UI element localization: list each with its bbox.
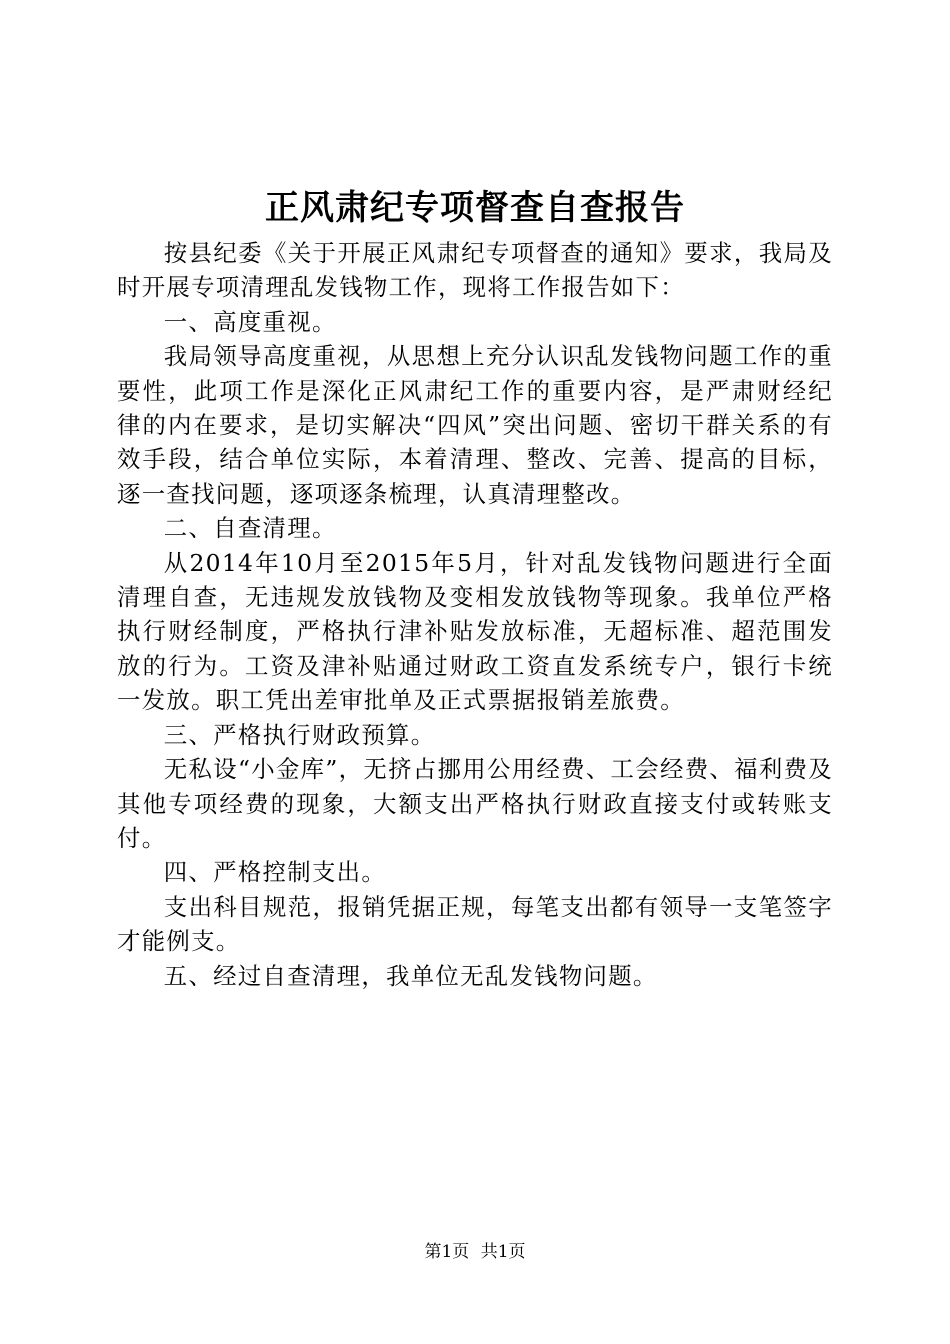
section-paragraph-1: 我局领导高度重视，从思想上充分认识乱发钱物问题工作的重要性，此项工作是深化正风肃纪工作的重要内容，是严肃财经纪律的内在要求，是切实解决“四风”突出问题、密切干群关系的有效手段，结合单位实际，本着清理、整改、完善、提高的目标，逐一查找问题，逐项逐条梳理，认真清理整改。 [117, 342, 833, 508]
page-number: 第1页 [424, 1242, 470, 1262]
section-paragraph-3: 无私设“小金库”，无挤占挪用公用经费、工会经费、福利费及其他专项经费的现象，大额支出严格执行财政直接支付或转账支付。 [117, 755, 833, 852]
page-total: 共1页 [480, 1242, 526, 1262]
document-body [117, 236, 833, 993]
section-paragraph-2: 从2014年10月至2015年5月，针对乱发钱物问题进行全面清理自查，无违规发放钱物及变相发放钱物等现象。我单位严格执行财经制度，严格执行津补贴发放标准，无超标准、超范围发放的行为。工资及津补贴通过财政工资直发系统专户，银行卡统一发放。职工凭出差审批单及正式票据报销差旅费。 [117, 548, 833, 715]
section-heading-3: 三、严格执行财政预算。 [163, 720, 436, 749]
document-title: 正风肃纪专项督查自查报告 [265, 188, 685, 228]
section-paragraph-4: 支出科目规范，报销凭据正规，每笔支出都有领导一支笔签字才能例支。 [117, 892, 833, 956]
page-footer [0, 1240, 950, 1264]
section-heading-2: 二、自查清理。 [163, 514, 337, 543]
section-heading-1: 一、高度重视。 [163, 307, 337, 336]
section-heading-5: 五、经过自查清理，我单位无乱发钱物问题。 [163, 961, 658, 990]
section-heading-4: 四、严格控制支出。 [163, 858, 387, 887]
intro-paragraph: 按县纪委《关于开展正风肃纪专项督查的通知》要求，我局及时开展专项清理乱发钱物工作，现将工作报告如下： [117, 239, 833, 302]
